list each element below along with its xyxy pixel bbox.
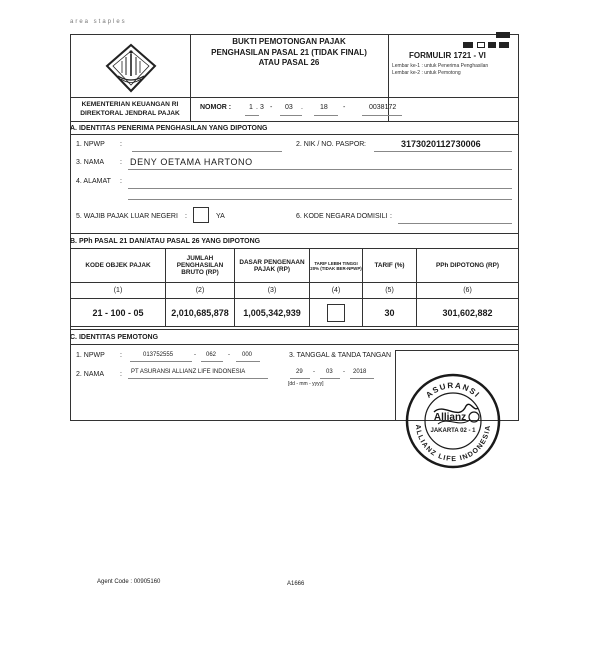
corner-mark (488, 42, 496, 48)
nama-underline (128, 169, 512, 170)
corner-mark (463, 42, 473, 48)
wajib-pajak-checkbox[interactable] (193, 207, 209, 223)
company-stamp-icon (404, 372, 502, 470)
wajib-pajak-colon: : (185, 213, 187, 220)
header-tarif-lebih: TARIF LEBIH TINGGI 20% (TIDAK BER-NPWP) (310, 249, 363, 283)
nama-colon: : (120, 159, 122, 166)
stamp-brand: Allianz (433, 412, 467, 423)
section-c-top (70, 344, 519, 345)
top-mark: area staples (70, 19, 127, 25)
value-tarif: 30 (363, 299, 417, 327)
corner-mark (496, 32, 510, 38)
header-tarif: TARIF (%) (363, 249, 417, 283)
value-kode-objek: 21 - 100 - 05 (71, 299, 166, 327)
nomor-part: 0038172 (369, 104, 397, 111)
kode-negara-colon: : (390, 213, 392, 220)
date-underline (350, 378, 374, 379)
value-tarif-lebih (310, 299, 363, 327)
header-kode-objek: KODE OBJEK PAJAK (71, 249, 166, 283)
section-c-divider (70, 329, 519, 330)
svg-text:ASURANSI (424, 381, 482, 400)
npwp-colon: : (120, 141, 122, 148)
kode-negara-label: 6. KODE NEGARA DOMISILI (296, 213, 388, 220)
pph-table (70, 248, 519, 327)
pemotong-nama-colon: : (120, 371, 122, 378)
npwp-underline (201, 361, 223, 362)
title-line-1: BUKTI PEMOTONGAN PAJAK (232, 37, 346, 46)
date-format: [dd - mm - yyyy] (288, 381, 324, 387)
header-dasar: DASAR PENGENAAN PAJAK (RP) (235, 249, 310, 283)
pph-header-row (71, 249, 519, 283)
document-ref: A1666 (287, 581, 305, 587)
pemotong-npwp-part-2: 062 (206, 352, 217, 358)
date-underline (320, 378, 340, 379)
date-separator: - (313, 369, 315, 375)
kode-negara-underline (398, 223, 512, 224)
date-separator: - (343, 369, 345, 375)
pemotong-npwp-label: 1. NPWP (76, 352, 105, 359)
nik-value: 3173020112730006 (401, 139, 481, 149)
nomor-underline (280, 115, 302, 116)
stamp-city: JAKARTA 02 - 1 (430, 428, 476, 434)
nomor-label: NOMOR : (200, 104, 232, 111)
alamat-label: 4. ALAMAT (76, 178, 111, 185)
date-day: 29 (296, 369, 303, 375)
stamp-bottom-text: ALLIANZ LIFE INDONESIA (413, 424, 493, 464)
npwp-separator: - (194, 352, 196, 358)
ministry-emblem-icon (104, 42, 158, 94)
nomor-underline (362, 115, 402, 116)
top-border (70, 34, 519, 35)
col-number: (2) (166, 283, 235, 299)
stamp-logo-icon (469, 412, 479, 422)
col-number: (4) (310, 283, 363, 299)
nik-label: 2. NIK / NO. PASPOR (296, 141, 365, 148)
header-bruto: JUMLAH PENGHASILAN BRUTO (RP) (166, 249, 235, 283)
alamat-underline (128, 188, 512, 189)
header-divider-mid (70, 97, 519, 98)
nik-colon: : (364, 141, 366, 148)
nomor-part: - (343, 104, 346, 111)
ministry-line-2: DIREKTORAL JENDRAL PAJAK (80, 110, 180, 117)
stamp-top-text: ASURANSI (424, 380, 482, 400)
date-year: 2018 (353, 369, 367, 375)
corner-mark (477, 42, 485, 48)
agent-code: Agent Code : 00905160 (97, 579, 161, 585)
section-a-top (70, 134, 519, 135)
left-border (70, 34, 71, 421)
nomor-part: . (256, 104, 258, 111)
col-number: (5) (363, 283, 417, 299)
date-underline (290, 378, 310, 379)
col-number: (3) (235, 283, 310, 299)
nik-underline (374, 151, 512, 152)
npwp-underline (236, 361, 260, 362)
section-a-title: A. IDENTITAS PENERIMA PENGHASILAN YANG DIPOTONG (70, 125, 268, 132)
nomor-part: 18 (320, 104, 328, 111)
pph-number-row (71, 283, 519, 299)
tarif-lebih-checkbox[interactable] (327, 304, 345, 322)
nomor-part: . (301, 104, 303, 111)
ya-label: YA (216, 213, 225, 220)
section-a-bottom (70, 233, 519, 234)
form-title (190, 37, 388, 69)
nomor-part: 3 (260, 104, 264, 111)
pemotong-npwp-part-3: 000 (242, 352, 253, 358)
header-divider-bottom (70, 121, 519, 122)
col-number: (1) (71, 283, 166, 299)
pemotong-npwp-colon: : (120, 352, 122, 359)
ministry-name (70, 100, 190, 118)
npwp-underline (132, 151, 282, 152)
alamat-colon: : (120, 178, 122, 185)
section-c-title: C. IDENTITAS PEMOTONG (70, 334, 159, 341)
sheet-note-1: Lembar ke-1 : untuk Penerima Penghasilan (392, 63, 489, 69)
ministry-line-1: KEMENTERIAN KEUANGAN RI (81, 101, 179, 108)
value-bruto: 2,010,685,878 (166, 299, 235, 327)
col-number: (6) (417, 283, 519, 299)
sheet-note-2: Lembar ke-2 : untuk Pemotong (392, 70, 461, 76)
wajib-pajak-label: 5. WAJIB PAJAK LUAR NEGERI (76, 213, 178, 220)
title-line-2: PENGHASILAN PASAL 21 (TIDAK FINAL) (211, 47, 367, 57)
pemotong-nama-value: PT ASURANSI ALLIANZ LIFE INDONESIA (131, 369, 246, 375)
npwp-label: 1. NPWP (76, 141, 105, 148)
value-dasar: 1,005,342,939 (235, 299, 310, 327)
nama-label: 3. NAMA (76, 159, 105, 166)
pph-value-row (71, 299, 519, 327)
nama-underline (128, 378, 268, 379)
form-code: FORMULIR 1721 - VI (409, 51, 486, 60)
sheet-notes (392, 63, 488, 77)
date-month: 03 (326, 369, 333, 375)
header-pph-dipotong: PPh DIPOTONG (RP) (417, 249, 519, 283)
pemotong-npwp-part-1: 013752555 (143, 352, 174, 358)
alamat-underline-2 (128, 199, 512, 200)
nomor-underline (314, 115, 338, 116)
pemotong-nama-label: 2. NAMA (76, 371, 105, 378)
title-line-3: ATAU PASAL 26 (258, 58, 320, 67)
corner-mark (499, 42, 509, 48)
nama-value: DENY OETAMA HARTONO (130, 157, 253, 167)
value-pph-dipotong: 301,602,882 (417, 299, 519, 327)
npwp-underline (130, 361, 192, 362)
nomor-part: 03 (285, 104, 293, 111)
npwp-separator: - (228, 352, 230, 358)
section-b-title: B. PPh PASAL 21 DAN/ATAU PASAL 26 YANG DIPOTONG (70, 238, 261, 245)
nomor-underline (245, 115, 259, 116)
nomor-part: - (270, 104, 273, 111)
tanggal-label: 3. TANGGAL & TANDA TANGAN (289, 352, 392, 359)
nomor-part: 1 (249, 104, 253, 111)
